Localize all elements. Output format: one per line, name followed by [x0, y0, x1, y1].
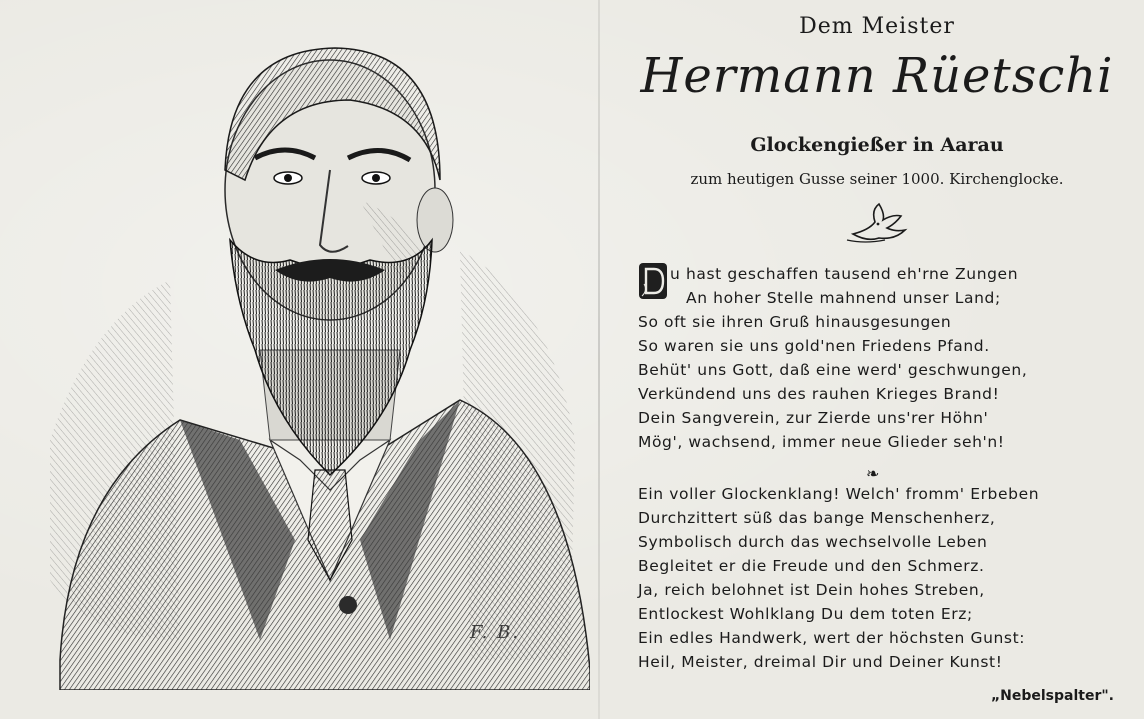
portrait-engraving [30, 20, 590, 690]
poem-line: Ja, reich belohnet ist Dein hohes Streben, [638, 581, 985, 599]
coat-button [339, 596, 357, 614]
poem-line: Durchzittert süß das bange Menschenherz, [638, 509, 996, 527]
poem-line: Entlockest Wohlklang Du dem toten Erz; [638, 605, 973, 623]
poem-line: So oft sie ihren Gruß hinausgesungen [638, 313, 952, 331]
poem-line: Begleitet er die Freude und den Schmerz. [638, 557, 985, 575]
poem-line: u hast geschaffen tausend eh'rne Zungen [670, 265, 1019, 283]
honoree-name: Hermann Rüetschi [640, 48, 1114, 104]
honoree-profession: Glockengießer in Aarau [750, 134, 1004, 156]
poem-line: An hoher Stelle mahnend unser Land; [686, 289, 1001, 307]
poem-stanza-2 [638, 482, 1128, 674]
poem-line: Verkündend uns des rauhen Krieges Brand! [638, 385, 1000, 403]
poem-line: Dein Sangverein, zur Zierde uns'rer Höhn' [638, 409, 989, 427]
poem-line: So waren sie uns gold'nen Friedens Pfand. [638, 337, 990, 355]
page-fold [598, 0, 600, 719]
stanza-separator-icon: ❧ [866, 464, 880, 483]
poem-line: Mög', wachsend, immer neue Glieder seh'n! [638, 433, 1005, 451]
ear [417, 188, 453, 252]
poem-line: Behüt' uns Gott, daß eine werd' geschwungen, [638, 361, 1028, 379]
dove-ornament-icon [845, 200, 909, 246]
artist-signature: F. B. [470, 622, 521, 643]
poem-line: Ein voller Glockenklang! Welch' fromm' Erbeben [638, 485, 1040, 503]
poem-line: Heil, Meister, dreimal Dir und Deiner Kunst! [638, 653, 1003, 671]
dedication-line: Dem Meister [799, 14, 955, 39]
occasion-line: zum heutigen Gusse seiner 1000. Kirchenglocke. [690, 170, 1064, 188]
poem [638, 262, 1128, 674]
poem-line: Ein edles Handwerk, wert der höchsten Gunst: [638, 629, 1026, 647]
poem-line: Symbolisch durch das wechselvolle Leben [638, 533, 988, 551]
drop-cap-ornament [638, 262, 668, 300]
source-credit: „Nebelspalter". [990, 688, 1114, 704]
poem-stanza-1 [638, 262, 1128, 454]
